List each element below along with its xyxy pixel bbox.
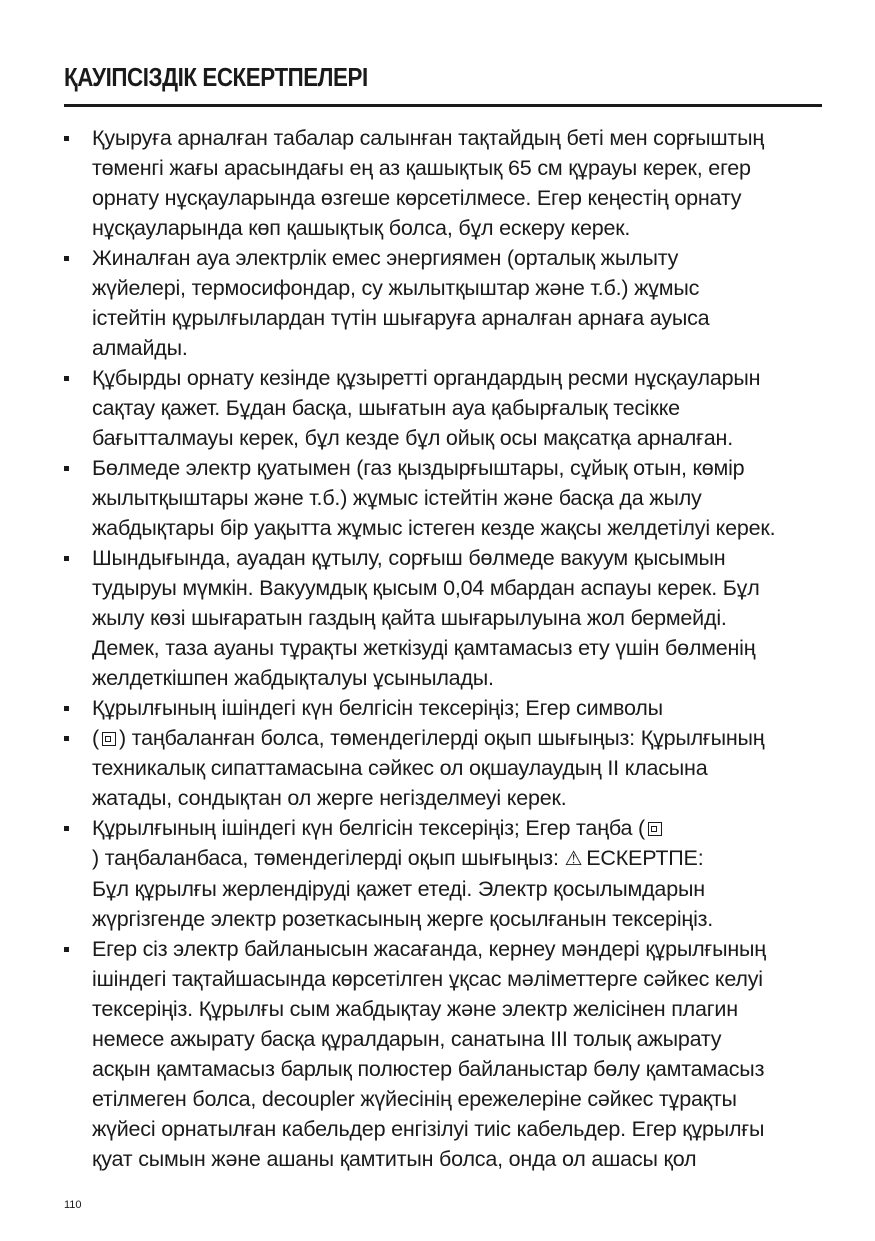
text-line: жүргізгенде электр розеткасының жерге қосылғанын тексеріңіз. — [92, 907, 714, 931]
text-line: техникалық сипаттамасына сәйкес ол оқшаулаудың II класына — [92, 756, 708, 780]
text-line: Қуыруға арналған табалар салынған тақтайдың беті мен сорғыштың — [92, 126, 765, 150]
text-line: төменгі жағы арасындағы ең аз қашықтық 65 см құрауы керек, егер — [92, 156, 751, 180]
text-line: Құрылғының ішіндегі күн белгісін тексеріңіз; Егер символы — [92, 696, 663, 720]
text-line: жабдықтары бір уақытта жұмыс істеген кезде жақсы желдетілуі керек. — [92, 516, 776, 540]
text-line: жылу көзі шығаратын газдың қайта шығарылуына жол бермейді. — [92, 606, 727, 630]
list-item — [58, 813, 828, 934]
bullet-icon — [64, 556, 69, 561]
bullet-icon — [64, 736, 69, 741]
text-line: Шындығында, ауадан құтылу, сорғыш бөлмеде вакуум қысымын — [92, 546, 726, 570]
warning-list — [58, 123, 828, 1174]
text-line: Жиналған ауа электрлік емес энергиямен (орталық жылыту — [92, 246, 679, 270]
text-line: жүйелері, термосифондар, су жылытқыштар және т.б.) жұмыс — [92, 276, 700, 300]
text-line — [92, 813, 828, 843]
text-line: сақтау қажет. Бұдан басқа, шығатын ауа қабырғалық тесікке — [92, 396, 680, 420]
text-line: қуат сымын және ашаны қамтитын болса, онда ол ашасы қол — [92, 1147, 697, 1171]
text-fragment: ) таңбаланған болса, төмендегілерді оқып шығыңыз: Құрылғының — [118, 726, 765, 750]
list-item — [58, 543, 828, 693]
list-item — [58, 723, 828, 813]
text-line: тексеріңіз. Құрылғы сым жабдықтау және электр желісінен плагин — [92, 997, 738, 1021]
bullet-icon — [64, 706, 69, 711]
text-line: ішіндегі тақтайшасында көрсетілген ұқсас мәліметтерге сәйкес келуі — [92, 967, 763, 991]
text-line — [92, 843, 828, 874]
double-insulation-icon — [102, 732, 116, 746]
bullet-icon — [64, 256, 69, 261]
text-line: етілмеген болса, decoupler жүйесінің ережелеріне сәйкес тұрақты — [92, 1087, 737, 1111]
text-line: немесе ажырату басқа құралдарын, санатына III толық ажырату — [92, 1027, 722, 1051]
bullet-icon — [64, 136, 69, 141]
text-line: нұсқауларында көп қашықтық болса, бұл ескеру керек. — [92, 216, 631, 240]
text-line: бағытталмауы керек, бұл кезде бұл ойық осы мақсатқа арналған. — [92, 426, 733, 450]
list-item — [58, 934, 828, 1174]
page-number: 110 — [64, 1199, 82, 1211]
text-fragment: Құрылғының ішіндегі күн белгісін тексеріңіз; Егер таңба ( — [92, 816, 645, 840]
text-line: Егер сіз электр байланысын жасағанда, кернеу мәндері құрылғының — [92, 937, 766, 961]
text-line: Бұл құрылғы жерлендіруді қажет етеді. Электр қосылымдарын — [92, 877, 705, 901]
warning-label: ЕСКЕРТПЕ: — [586, 846, 704, 870]
bullet-icon — [64, 466, 69, 471]
text-line: істейтін құрылғылардан түтін шығаруға арналған арнаға ауыса — [92, 306, 710, 330]
list-item — [58, 123, 828, 243]
text-line: жүйесі орнатылған кабельдер енгізілуі тиіс кабельдер. Егер құрылғы — [92, 1117, 765, 1141]
title-underline — [64, 104, 822, 107]
text-line: асқын қамтамасыз барлық полюстер байланыстар бөлу қамтамасыз — [92, 1057, 765, 1081]
list-item — [58, 243, 828, 363]
text-fragment: ) таңбаланбаса, төмендегілерді оқып шығыңыз: — [92, 846, 559, 870]
text-line: Құбырды орнату кезінде құзыретті органдардың ресми нұсқауларын — [92, 366, 761, 390]
page-title: ҚАУІПСІЗДІК ЕСКЕРТПЕЛЕРІ — [64, 62, 368, 92]
bullet-icon — [64, 947, 69, 952]
double-insulation-icon — [648, 822, 662, 836]
list-item — [58, 363, 828, 453]
bullet-icon — [64, 826, 69, 831]
text-line: орнату нұсқауларында өзгеше көрсетілмесе. Егер кеңестің орнату — [92, 186, 742, 210]
warning-icon: ⚠ — [564, 848, 583, 870]
text-line: Бөлмеде электр қуатымен (газ қыздырғыштары, сұйық отын, көмір — [92, 456, 745, 480]
text-fragment: ( — [92, 726, 99, 750]
text-line: жылытқыштары және т.б.) жұмыс істейтін және басқа да жылу — [92, 486, 702, 510]
text-line: тудыруы мүмкін. Вакуумдық қысым 0,04 мбардан аспауы керек. Бұл — [92, 576, 760, 600]
text-line: Демек, таза ауаны тұрақты жеткізуді қамтамасыз ету үшін бөлменің — [92, 636, 756, 660]
text-line: жатады, сондықтан ол жерге негізделмеуі керек. — [92, 786, 567, 810]
text-line: алмайды. — [92, 336, 188, 360]
list-item — [58, 693, 828, 723]
list-item — [58, 453, 828, 543]
text-line: желдеткішпен жабдықталуы ұсынылады. — [92, 666, 494, 690]
text-line — [92, 723, 828, 753]
bullet-icon — [64, 376, 69, 381]
